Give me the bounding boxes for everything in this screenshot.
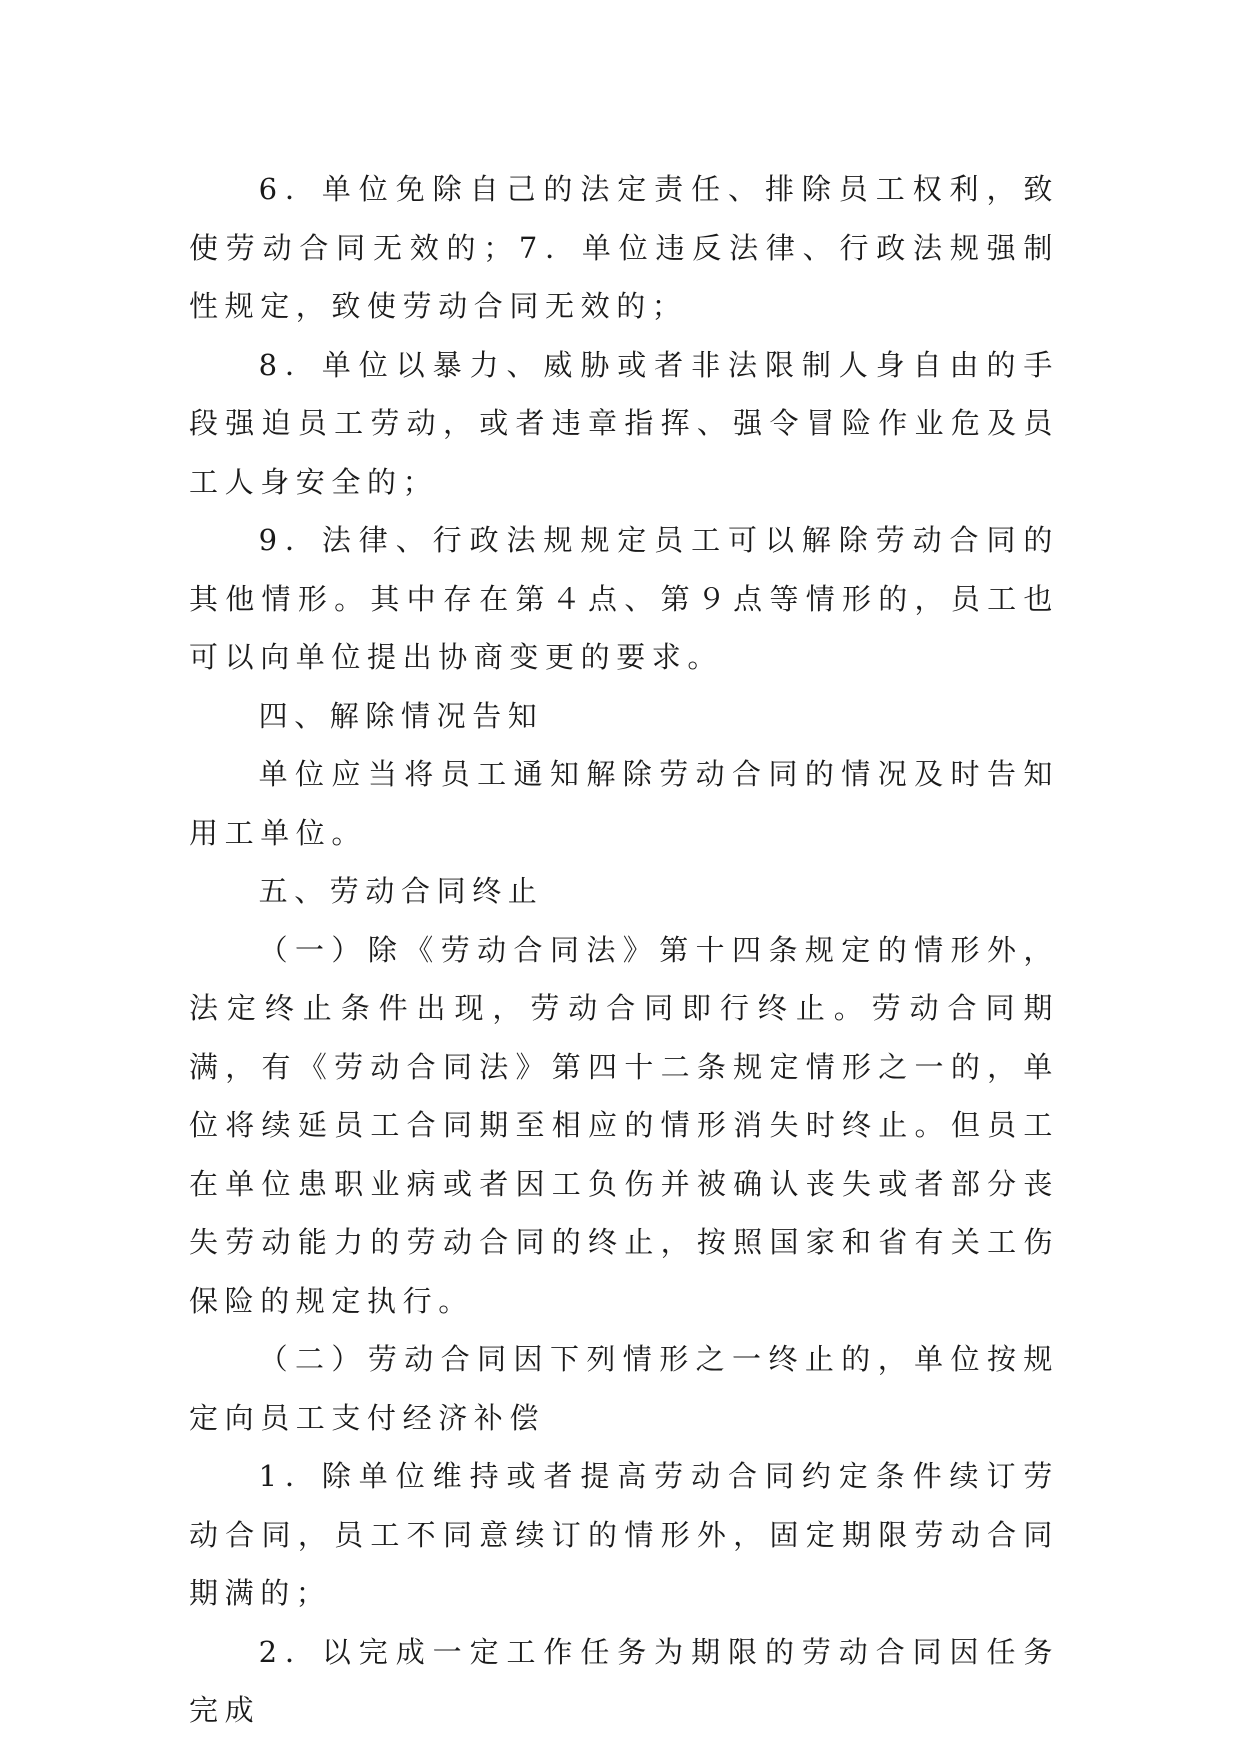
document-body <box>189 160 1059 1740</box>
paragraph-notification: 单位应当将员工通知解除劳动合同的情况及时告知用工单位。 <box>189 757 1059 850</box>
paragraph-list-item-1: 1．除单位维持或者提高劳动合同约定条件续订劳动合同，员工不同意续订的情形外，固定期限劳动合同期满的； <box>189 1459 1059 1610</box>
paragraph-subsection-1: （一）除《劳动合同法》第十四条规定的情形外，法定终止条件出现，劳动合同即行终止。劳动合同期满，有《劳动合同法》第四十二条规定情形之一的，单位将续延员工合同期至相应的情形消失时终止。但员工在单位患职业病或者因工负伤并被确认丧失或者部分丧失劳动能力的劳动合同的终止，按照国家和省有关工伤保险的规定执行。 <box>189 932 1059 1318</box>
section-heading-4: 四、解除情况告知 <box>258 698 544 733</box>
section-heading-5: 五、劳动合同终止 <box>258 874 544 908</box>
paragraph-item-8: 8．单位以暴力、威胁或者非法限制人身自由的手段强迫员工劳动，或者违章指挥、强令冒险作业危及员工人身安全的； <box>189 347 1059 499</box>
paragraph-item-6-7: 6．单位免除自己的法定责任、排除员工权利，致使劳动合同无效的；7．单位违反法律、行政法规强制性规定，致使劳动合同无效的； <box>189 172 1059 323</box>
paragraph-list-item-2: 2．以完成一定工作任务为期限的劳动合同因任务完成 <box>189 1634 1059 1727</box>
paragraph-subsection-2: （二）劳动合同因下列情形之一终止的，单位按规定向员工支付经济补偿 <box>189 1342 1059 1435</box>
paragraph-item-9: 9．法律、行政法规规定员工可以解除劳动合同的其他情形。其中存在第４点、第９点等情形的，员工也可以向单位提出协商变更的要求。 <box>189 523 1059 674</box>
